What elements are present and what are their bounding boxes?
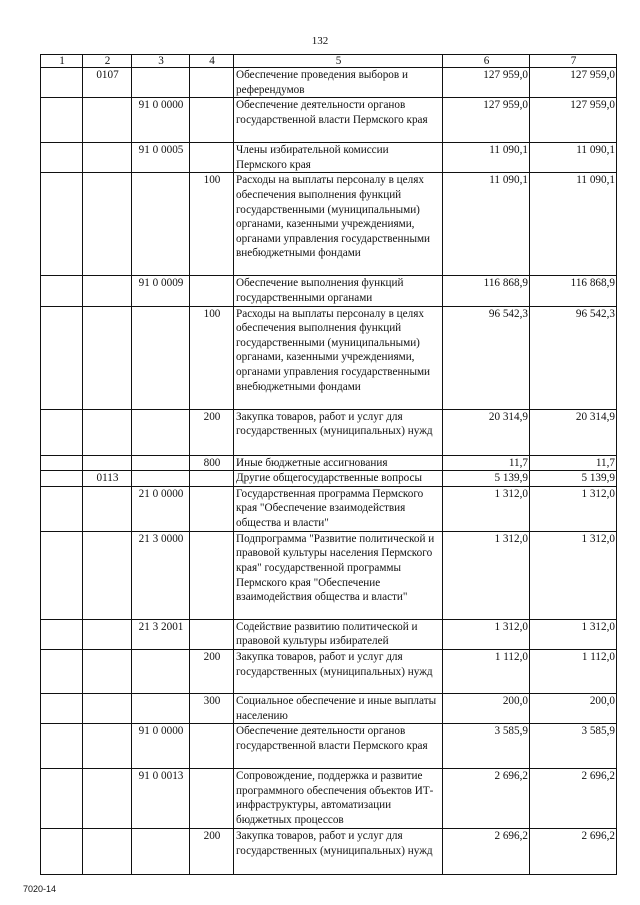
code-cell (41, 409, 83, 455)
target-article-cell: 21 0 0000 (132, 486, 190, 531)
table-row (41, 173, 617, 276)
table-row (41, 471, 617, 487)
target-article-cell: 21 3 0000 (132, 531, 190, 619)
table-row (41, 724, 617, 769)
amount-cell: 2 696,2 (443, 769, 530, 829)
target-article-cell (132, 306, 190, 409)
section-code-cell (83, 829, 132, 875)
code-cell (41, 276, 83, 306)
section-code-cell (83, 409, 132, 455)
item-name-cell: Обеспечение деятельности органов государственной власти Пермского края (234, 98, 443, 143)
amount-cell: 200,0 (443, 693, 530, 723)
target-article-cell: 91 0 0000 (132, 724, 190, 769)
amount-cell: 11 090,1 (530, 173, 617, 276)
expense-type-cell: 800 (190, 455, 234, 471)
expense-type-cell (190, 471, 234, 487)
table-row (41, 531, 617, 619)
amount-cell: 127 959,0 (443, 68, 530, 98)
table-row (41, 455, 617, 471)
code-cell (41, 769, 83, 829)
item-name-cell: Закупка товаров, работ и услуг для государственных (муниципальных) нужд (234, 829, 443, 875)
expense-type-cell (190, 276, 234, 306)
page-number: 132 (311, 35, 329, 47)
code-cell (41, 649, 83, 693)
code-cell (41, 619, 83, 649)
code-cell (41, 98, 83, 143)
code-cell (41, 68, 83, 98)
item-name-cell: Обеспечение выполнения функций государственными органами (234, 276, 443, 306)
amount-cell: 96 542,3 (530, 306, 617, 409)
expense-type-cell (190, 98, 234, 143)
amount-cell: 2 696,2 (530, 829, 617, 875)
amount-cell: 5 139,9 (530, 471, 617, 487)
expense-type-cell (190, 68, 234, 98)
table-row (41, 143, 617, 173)
amount-cell: 11,7 (530, 455, 617, 471)
amount-cell: 11,7 (443, 455, 530, 471)
header-row (41, 55, 617, 68)
section-code-cell (83, 724, 132, 769)
amount-cell: 1 312,0 (530, 531, 617, 619)
column-header: 3 (132, 55, 190, 68)
target-article-cell: 21 3 2001 (132, 619, 190, 649)
table-row (41, 98, 617, 143)
amount-cell: 127 959,0 (530, 68, 617, 98)
amount-cell: 1 312,0 (443, 619, 530, 649)
item-name-cell: Государственная программа Пермского края "Обеспечение взаимодействия общества и власти" (234, 486, 443, 531)
expense-type-cell: 100 (190, 306, 234, 409)
table-row (41, 306, 617, 409)
target-article-cell: 91 0 0009 (132, 276, 190, 306)
item-name-cell: Расходы на выплаты персоналу в целях обеспечения выполнения функций государственными (муниципальными) органами, казенными учреждениями, органами управления государственными внебюджетными фондами (234, 306, 443, 409)
section-code-cell (83, 619, 132, 649)
target-article-cell: 91 0 0013 (132, 769, 190, 829)
section-code-cell (83, 769, 132, 829)
code-cell (41, 724, 83, 769)
code-cell (41, 829, 83, 875)
expense-type-cell (190, 619, 234, 649)
code-cell (41, 486, 83, 531)
table-row (41, 649, 617, 693)
table-row (41, 486, 617, 531)
expense-type-cell (190, 769, 234, 829)
target-article-cell (132, 649, 190, 693)
amount-cell: 11 090,1 (443, 173, 530, 276)
target-article-cell (132, 68, 190, 98)
table-row (41, 693, 617, 723)
budget-table (40, 54, 617, 875)
code-cell (41, 143, 83, 173)
amount-cell: 1 312,0 (530, 486, 617, 531)
item-name-cell: Расходы на выплаты персоналу в целях обеспечения выполнения функций государственными (муниципальными) органами, казенными учреждениями, органами управления государственными внебюджетными фондами (234, 173, 443, 276)
section-code-cell (83, 173, 132, 276)
expense-type-cell: 200 (190, 409, 234, 455)
expense-type-cell: 200 (190, 649, 234, 693)
target-article-cell: 91 0 0005 (132, 143, 190, 173)
code-cell (41, 306, 83, 409)
code-cell (41, 173, 83, 276)
amount-cell: 1 312,0 (530, 619, 617, 649)
item-name-cell: Закупка товаров, работ и услуг для государственных (муниципальных) нужд (234, 409, 443, 455)
section-code-cell: 0113 (83, 471, 132, 487)
amount-cell: 11 090,1 (443, 143, 530, 173)
amount-cell: 1 312,0 (443, 531, 530, 619)
amount-cell: 11 090,1 (530, 143, 617, 173)
section-code-cell (83, 143, 132, 173)
section-code-cell (83, 486, 132, 531)
code-cell (41, 693, 83, 723)
table-row (41, 829, 617, 875)
table-row (41, 769, 617, 829)
column-header: 2 (83, 55, 132, 68)
amount-cell: 1 312,0 (443, 486, 530, 531)
item-name-cell: Содействие развитию политической и правовой культуры избирателей (234, 619, 443, 649)
target-article-cell (132, 693, 190, 723)
column-header: 7 (530, 55, 617, 68)
section-code-cell (83, 306, 132, 409)
amount-cell: 127 959,0 (530, 98, 617, 143)
item-name-cell: Обеспечение проведения выборов и референдумов (234, 68, 443, 98)
section-code-cell (83, 649, 132, 693)
amount-cell: 20 314,9 (443, 409, 530, 455)
column-header: 4 (190, 55, 234, 68)
item-name-cell: Сопровождение, поддержка и развитие программного обеспечения объектов ИТ-инфраструктуры, автоматизации бюджетных процессов (234, 769, 443, 829)
target-article-cell (132, 829, 190, 875)
column-header: 1 (41, 55, 83, 68)
table-row (41, 619, 617, 649)
column-header: 6 (443, 55, 530, 68)
amount-cell: 3 585,9 (530, 724, 617, 769)
amount-cell: 116 868,9 (443, 276, 530, 306)
section-code-cell: 0107 (83, 68, 132, 98)
target-article-cell (132, 455, 190, 471)
amount-cell: 127 959,0 (443, 98, 530, 143)
code-cell (41, 471, 83, 487)
item-name-cell: Члены избирательной комиссии Пермского края (234, 143, 443, 173)
code-cell (41, 455, 83, 471)
target-article-cell (132, 409, 190, 455)
column-header: 5 (234, 55, 443, 68)
expense-type-cell (190, 531, 234, 619)
item-name-cell: Подпрограмма "Развитие политической и правовой культуры населения Пермского края" государственной программы Пермского края "Обеспечение взаимодействия общества и власти" (234, 531, 443, 619)
section-code-cell (83, 693, 132, 723)
item-name-cell: Иные бюджетные ассигнования (234, 455, 443, 471)
amount-cell: 1 112,0 (443, 649, 530, 693)
expense-type-cell (190, 724, 234, 769)
item-name-cell: Другие общегосударственные вопросы (234, 471, 443, 487)
item-name-cell: Обеспечение деятельности органов государственной власти Пермского края (234, 724, 443, 769)
amount-cell: 200,0 (530, 693, 617, 723)
expense-type-cell: 300 (190, 693, 234, 723)
amount-cell: 2 696,2 (443, 829, 530, 875)
target-article-cell (132, 471, 190, 487)
table-row (41, 409, 617, 455)
expense-type-cell (190, 143, 234, 173)
section-code-cell (83, 455, 132, 471)
item-name-cell: Закупка товаров, работ и услуг для государственных (муниципальных) нужд (234, 649, 443, 693)
section-code-cell (83, 276, 132, 306)
amount-cell: 20 314,9 (530, 409, 617, 455)
target-article-cell (132, 173, 190, 276)
target-article-cell: 91 0 0000 (132, 98, 190, 143)
section-code-cell (83, 98, 132, 143)
amount-cell: 1 112,0 (530, 649, 617, 693)
amount-cell: 3 585,9 (443, 724, 530, 769)
footer-code: 7020-14 (23, 884, 57, 894)
table-row (41, 276, 617, 306)
expense-type-cell: 200 (190, 829, 234, 875)
amount-cell: 96 542,3 (443, 306, 530, 409)
item-name-cell: Социальное обеспечение и иные выплаты населению (234, 693, 443, 723)
amount-cell: 2 696,2 (530, 769, 617, 829)
table-row (41, 68, 617, 98)
code-cell (41, 531, 83, 619)
amount-cell: 116 868,9 (530, 276, 617, 306)
expense-type-cell: 100 (190, 173, 234, 276)
section-code-cell (83, 531, 132, 619)
expense-type-cell (190, 486, 234, 531)
amount-cell: 5 139,9 (443, 471, 530, 487)
